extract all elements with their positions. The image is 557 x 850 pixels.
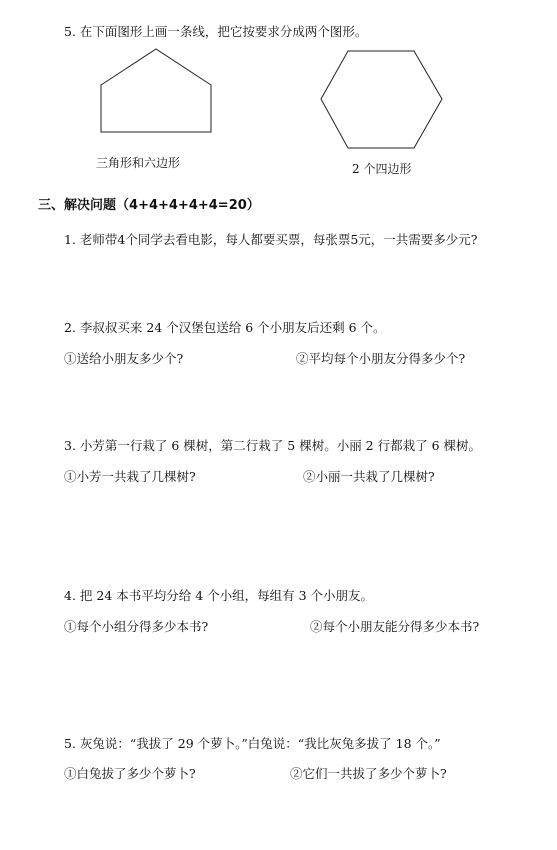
problem-5-sub-1: ①白兔拔了多少个萝卜? (64, 766, 196, 781)
problem-2-sub-2: ②平均每个小朋友分得多少个? (296, 351, 466, 366)
house-pentagon-shape (95, 46, 220, 138)
problem-1-text: 1. 老师带4个同学去看电影，每人都要买票，每张票5元，一共需要多少元? (64, 232, 478, 247)
problem-4-text: 4. 把 24 本书平均分给 4 个小组，每组有 3 个小朋友。 (64, 588, 374, 603)
section-3-heading: 三、解决问题（4+4+4+4+4=20） (38, 198, 260, 213)
problem-4-sub-1: ①每个小组分得多少本书? (64, 619, 209, 634)
shape-2-caption: 2 个四边形 (352, 162, 412, 176)
shape-1-caption: 三角形和六边形 (96, 156, 181, 170)
problem-2-text: 2. 李叔叔买来 24 个汉堡包送给 6 个小朋友后还剩 6 个。 (64, 320, 386, 335)
question-5-prompt: 5. 在下面图形上画一条线，把它按要求分成两个图形。 (64, 24, 368, 39)
problem-2-sub-1: ①送给小朋友多少个? (64, 351, 184, 366)
hexagon-shape (315, 46, 450, 156)
problem-5-text: 5. 灰兔说：“我拔了 29 个萝卜。”白兔说：“我比灰兔多拔了 18 个。” (64, 736, 441, 751)
problem-3-text: 3. 小芳第一行栽了 6 棵树，第二行栽了 5 棵树。小丽 2 行都栽了 6 棵树。 (64, 438, 481, 453)
problem-3-sub-1: ①小芳一共栽了几棵树? (64, 469, 196, 484)
problem-3-sub-2: ②小丽一共栽了几棵树? (303, 469, 435, 484)
problem-4-sub-2: ②每个小朋友能分得多少本书? (310, 619, 480, 634)
problem-5-sub-2: ②它们一共拔了多少个萝卜? (290, 766, 447, 781)
